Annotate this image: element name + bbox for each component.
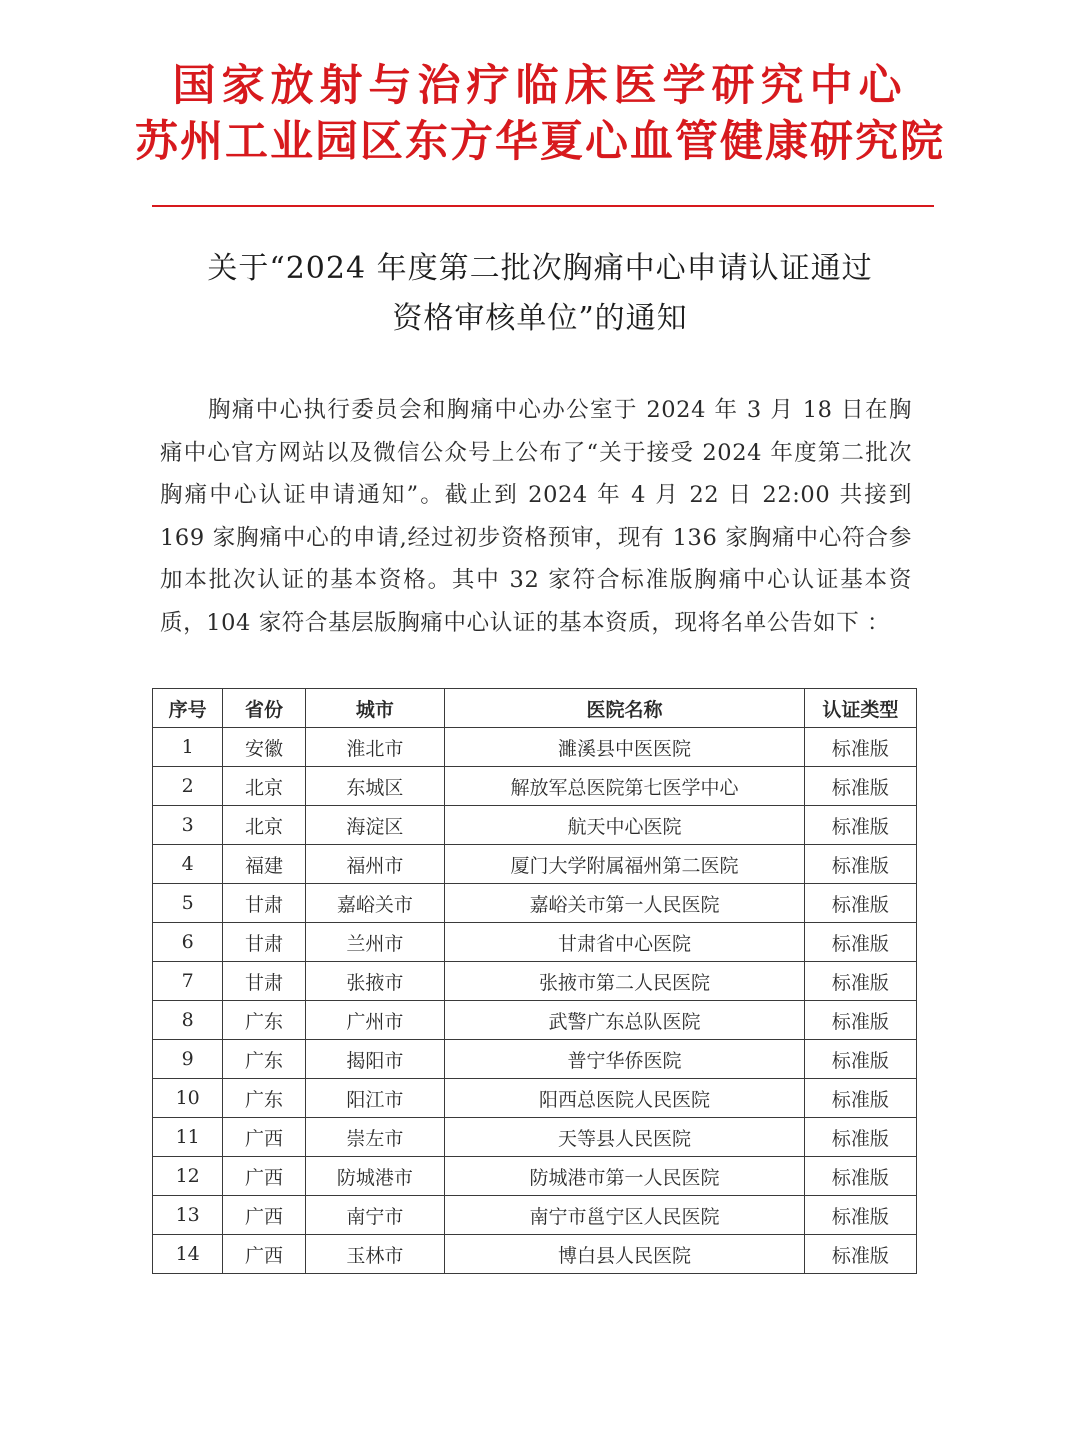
letterhead-divider	[152, 205, 934, 207]
cell-city: 海淀区	[305, 806, 445, 845]
cell-index: 9	[153, 1040, 223, 1079]
table-row	[153, 728, 917, 767]
cell-cert-type: 标准版	[804, 1235, 916, 1274]
notice-body-paragraph: 胸痛中心执行委员会和胸痛中心办公室于 2024 年 3 月 18 日在胸痛中心官方网站以及微信公众号上公布了“关于接受 2024 年度第二批次胸痛中心认证申请通知”。截止到 2024 年 4 月 22 日 22:00 共接到 169 家胸痛中心的申请,经过初步资格预审，现有 136 家胸痛中心符合参加本批次认证的基本资格。其中 32 家符合标准版胸痛中心认证基本资质，104 家符合基层版胸痛中心认证的基本资质，现将名单公告如下 ：	[160, 397, 912, 636]
table-row	[153, 767, 917, 806]
cell-province: 广西	[223, 1157, 305, 1196]
table-row	[153, 923, 917, 962]
cell-index: 4	[153, 845, 223, 884]
letterhead	[0, 58, 1080, 170]
cell-city: 淮北市	[305, 728, 445, 767]
cell-index: 10	[153, 1079, 223, 1118]
cell-city: 嘉峪关市	[305, 884, 445, 923]
notice-title-line-2: 资格审核单位”的通知	[392, 301, 688, 336]
cell-cert-type: 标准版	[804, 845, 916, 884]
cell-province: 广东	[223, 1001, 305, 1040]
cell-hospital: 天等县人民医院	[445, 1118, 804, 1157]
cell-province: 甘肃	[223, 884, 305, 923]
cell-index: 11	[153, 1118, 223, 1157]
table-row	[153, 1196, 917, 1235]
table-row	[153, 1235, 917, 1274]
table-row	[153, 962, 917, 1001]
cell-index: 13	[153, 1196, 223, 1235]
cell-city: 崇左市	[305, 1118, 445, 1157]
cell-index: 2	[153, 767, 223, 806]
cell-cert-type: 标准版	[804, 1196, 916, 1235]
cell-province: 北京	[223, 806, 305, 845]
cell-cert-type: 标准版	[804, 1157, 916, 1196]
cell-city: 东城区	[305, 767, 445, 806]
table-row	[153, 884, 917, 923]
cell-city: 福州市	[305, 845, 445, 884]
cell-hospital: 南宁市邕宁区人民医院	[445, 1196, 804, 1235]
cell-province: 广东	[223, 1040, 305, 1079]
cell-index: 5	[153, 884, 223, 923]
cell-index: 8	[153, 1001, 223, 1040]
cell-hospital: 厦门大学附属福州第二医院	[445, 845, 804, 884]
table-row	[153, 1157, 917, 1196]
table-header-row	[153, 689, 917, 728]
table-row	[153, 1001, 917, 1040]
column-header-city: 城市	[305, 689, 445, 728]
notice-title-line-1: 关于“2024 年度第二批次胸痛中心申请认证通过	[207, 251, 873, 286]
cell-province: 安徽	[223, 728, 305, 767]
cell-hospital: 甘肃省中心医院	[445, 923, 804, 962]
cell-cert-type: 标准版	[804, 1079, 916, 1118]
cell-city: 玉林市	[305, 1235, 445, 1274]
cell-hospital: 阳西总医院人民医院	[445, 1079, 804, 1118]
cell-cert-type: 标准版	[804, 728, 916, 767]
cell-city: 揭阳市	[305, 1040, 445, 1079]
cell-hospital: 防城港市第一人民医院	[445, 1157, 804, 1196]
cell-city: 张掖市	[305, 962, 445, 1001]
cell-hospital: 普宁华侨医院	[445, 1040, 804, 1079]
letterhead-org-1: 国家放射与治疗临床医学研究中心	[172, 61, 908, 111]
cell-province: 广西	[223, 1196, 305, 1235]
letterhead-org-2: 苏州工业园区东方华夏心血管健康研究院	[135, 117, 945, 167]
cell-city: 防城港市	[305, 1157, 445, 1196]
cell-index: 6	[153, 923, 223, 962]
notice-title	[0, 244, 1080, 344]
cell-cert-type: 标准版	[804, 923, 916, 962]
cell-hospital: 张掖市第二人民医院	[445, 962, 804, 1001]
table-row	[153, 845, 917, 884]
cell-cert-type: 标准版	[804, 884, 916, 923]
cell-city: 阳江市	[305, 1079, 445, 1118]
cell-index: 14	[153, 1235, 223, 1274]
cell-hospital: 博白县人民医院	[445, 1235, 804, 1274]
column-header-cert-type: 认证类型	[804, 689, 916, 728]
cell-hospital: 嘉峪关市第一人民医院	[445, 884, 804, 923]
cell-cert-type: 标准版	[804, 1040, 916, 1079]
cell-city: 南宁市	[305, 1196, 445, 1235]
table-row	[153, 1079, 917, 1118]
table-row	[153, 806, 917, 845]
cell-province: 甘肃	[223, 923, 305, 962]
cell-cert-type: 标准版	[804, 1001, 916, 1040]
cell-index: 12	[153, 1157, 223, 1196]
column-header-hospital: 医院名称	[445, 689, 804, 728]
cell-cert-type: 标准版	[804, 962, 916, 1001]
column-header-index: 序号	[153, 689, 223, 728]
cell-province: 福建	[223, 845, 305, 884]
table-row	[153, 1040, 917, 1079]
cell-province: 甘肃	[223, 962, 305, 1001]
table-row	[153, 1118, 917, 1157]
cell-hospital: 航天中心医院	[445, 806, 804, 845]
cell-province: 广西	[223, 1118, 305, 1157]
cell-cert-type: 标准版	[804, 1118, 916, 1157]
cell-province: 广西	[223, 1235, 305, 1274]
column-header-province: 省份	[223, 689, 305, 728]
cell-index: 1	[153, 728, 223, 767]
cell-hospital: 解放军总医院第七医学中心	[445, 767, 804, 806]
cell-hospital: 武警广东总队医院	[445, 1001, 804, 1040]
cell-cert-type: 标准版	[804, 806, 916, 845]
hospital-list-table	[152, 688, 917, 1274]
cell-city: 兰州市	[305, 923, 445, 962]
cell-city: 广州市	[305, 1001, 445, 1040]
cell-hospital: 濉溪县中医医院	[445, 728, 804, 767]
cell-cert-type: 标准版	[804, 767, 916, 806]
cell-index: 7	[153, 962, 223, 1001]
cell-province: 广东	[223, 1079, 305, 1118]
cell-index: 3	[153, 806, 223, 845]
cell-province: 北京	[223, 767, 305, 806]
